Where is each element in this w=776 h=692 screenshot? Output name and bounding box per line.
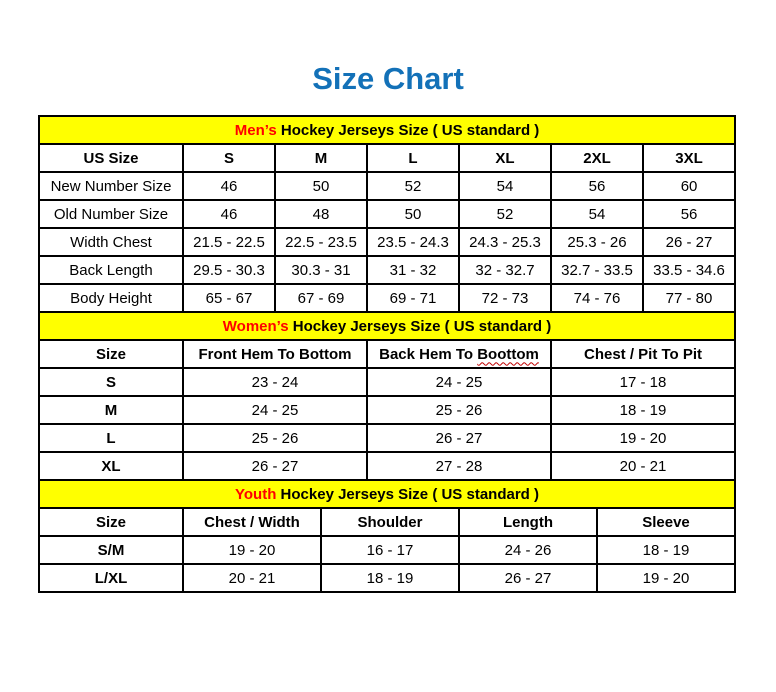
mens-row-label: Body Height — [39, 284, 183, 312]
youth-col-header: Sleeve — [597, 508, 735, 536]
table-row — [39, 228, 735, 256]
mens-cell: 52 — [459, 200, 551, 228]
womens-row-label: XL — [39, 452, 183, 480]
mens-cell: 30.3 - 31 — [275, 256, 367, 284]
mens-cell: 69 - 71 — [367, 284, 459, 312]
womens-col-header — [367, 340, 551, 368]
mens-row-label: Old Number Size — [39, 200, 183, 228]
mens-cell: 24.3 - 25.3 — [459, 228, 551, 256]
mens-cell: 29.5 - 30.3 — [183, 256, 275, 284]
youth-cell: 26 - 27 — [459, 564, 597, 592]
table-row — [39, 536, 735, 564]
mens-cell: 56 — [643, 200, 735, 228]
mens-cell: 25.3 - 26 — [551, 228, 643, 256]
mens-cell: 50 — [367, 200, 459, 228]
youth-heading-highlight: Youth — [235, 485, 277, 503]
table-row — [39, 396, 735, 424]
womens-cell: 25 - 26 — [367, 396, 551, 424]
youth-heading-rest: Hockey Jerseys Size ( US standard ) — [276, 485, 539, 503]
womens-heading-highlight: Women’s — [222, 317, 289, 335]
youth-heading-row — [39, 480, 735, 508]
page-title: Size Chart — [312, 61, 464, 96]
mens-header-row — [39, 144, 735, 172]
womens-cell: 24 - 25 — [183, 396, 367, 424]
mens-col-header: M — [275, 144, 367, 172]
youth-cell: 24 - 26 — [459, 536, 597, 564]
mens-col-header: 3XL — [643, 144, 735, 172]
youth-col-header: Shoulder — [321, 508, 459, 536]
youth-size-table — [38, 479, 736, 593]
mens-col-header: 2XL — [551, 144, 643, 172]
womens-cell: 26 - 27 — [367, 424, 551, 452]
youth-cell: 20 - 21 — [183, 564, 321, 592]
mens-cell: 33.5 - 34.6 — [643, 256, 735, 284]
size-chart — [38, 115, 734, 593]
mens-col-header: XL — [459, 144, 551, 172]
womens-col-header: Size — [39, 340, 183, 368]
womens-size-table — [38, 311, 736, 481]
table-row — [39, 284, 735, 312]
womens-col-header: Front Hem To Bottom — [183, 340, 367, 368]
table-row — [39, 564, 735, 592]
youth-header-row — [39, 508, 735, 536]
mens-cell: 77 - 80 — [643, 284, 735, 312]
womens-heading-row — [39, 312, 735, 340]
mens-row-label: Back Length — [39, 256, 183, 284]
table-row — [39, 424, 735, 452]
mens-cell: 26 - 27 — [643, 228, 735, 256]
mens-row-label: Width Chest — [39, 228, 183, 256]
table-row — [39, 256, 735, 284]
mens-cell: 23.5 - 24.3 — [367, 228, 459, 256]
mens-cell: 32 - 32.7 — [459, 256, 551, 284]
womens-cell: 26 - 27 — [183, 452, 367, 480]
table-row — [39, 452, 735, 480]
mens-size-table — [38, 115, 736, 313]
mens-cell: 60 — [643, 172, 735, 200]
mens-section-heading — [39, 116, 735, 144]
youth-col-header: Length — [459, 508, 597, 536]
womens-cell: 23 - 24 — [183, 368, 367, 396]
youth-cell: 16 - 17 — [321, 536, 459, 564]
youth-cell: 18 - 19 — [321, 564, 459, 592]
youth-cell: 19 - 20 — [183, 536, 321, 564]
youth-col-header: Chest / Width — [183, 508, 321, 536]
mens-cell: 22.5 - 23.5 — [275, 228, 367, 256]
mens-col-header: S — [183, 144, 275, 172]
womens-cell: 20 - 21 — [551, 452, 735, 480]
mens-cell: 56 — [551, 172, 643, 200]
womens-row-label: M — [39, 396, 183, 424]
mens-heading-highlight: Men’s — [234, 121, 277, 139]
womens-col-header-back-prefix: Back Hem To — [379, 345, 478, 363]
mens-cell: 32.7 - 33.5 — [551, 256, 643, 284]
table-row — [39, 172, 735, 200]
mens-cell: 46 — [183, 172, 275, 200]
mens-cell: 31 - 32 — [367, 256, 459, 284]
mens-cell: 52 — [367, 172, 459, 200]
mens-cell: 72 - 73 — [459, 284, 551, 312]
womens-cell: 17 - 18 — [551, 368, 735, 396]
mens-heading-row — [39, 116, 735, 144]
womens-section-heading — [39, 312, 735, 340]
womens-col-header-back-typo: Boottom — [477, 345, 539, 363]
womens-row-label: L — [39, 424, 183, 452]
mens-col-header: US Size — [39, 144, 183, 172]
mens-cell: 54 — [459, 172, 551, 200]
youth-cell: 19 - 20 — [597, 564, 735, 592]
mens-cell: 74 - 76 — [551, 284, 643, 312]
youth-cell: 18 - 19 — [597, 536, 735, 564]
mens-col-header: L — [367, 144, 459, 172]
mens-cell: 21.5 - 22.5 — [183, 228, 275, 256]
table-row — [39, 368, 735, 396]
mens-cell: 50 — [275, 172, 367, 200]
womens-cell: 18 - 19 — [551, 396, 735, 424]
mens-row-label: New Number Size — [39, 172, 183, 200]
mens-cell: 54 — [551, 200, 643, 228]
mens-cell: 65 - 67 — [183, 284, 275, 312]
youth-row-label: S/M — [39, 536, 183, 564]
womens-heading-rest: Hockey Jerseys Size ( US standard ) — [288, 317, 552, 335]
youth-section-heading — [39, 480, 735, 508]
table-row — [39, 200, 735, 228]
mens-cell: 48 — [275, 200, 367, 228]
womens-cell: 19 - 20 — [551, 424, 735, 452]
womens-cell: 27 - 28 — [367, 452, 551, 480]
womens-header-row — [39, 340, 735, 368]
mens-heading-rest: Hockey Jerseys Size ( US standard ) — [276, 121, 540, 139]
womens-row-label: S — [39, 368, 183, 396]
mens-cell: 46 — [183, 200, 275, 228]
womens-cell: 24 - 25 — [367, 368, 551, 396]
youth-col-header: Size — [39, 508, 183, 536]
mens-cell: 67 - 69 — [275, 284, 367, 312]
youth-row-label: L/XL — [39, 564, 183, 592]
womens-cell: 25 - 26 — [183, 424, 367, 452]
womens-col-header: Chest / Pit To Pit — [551, 340, 735, 368]
